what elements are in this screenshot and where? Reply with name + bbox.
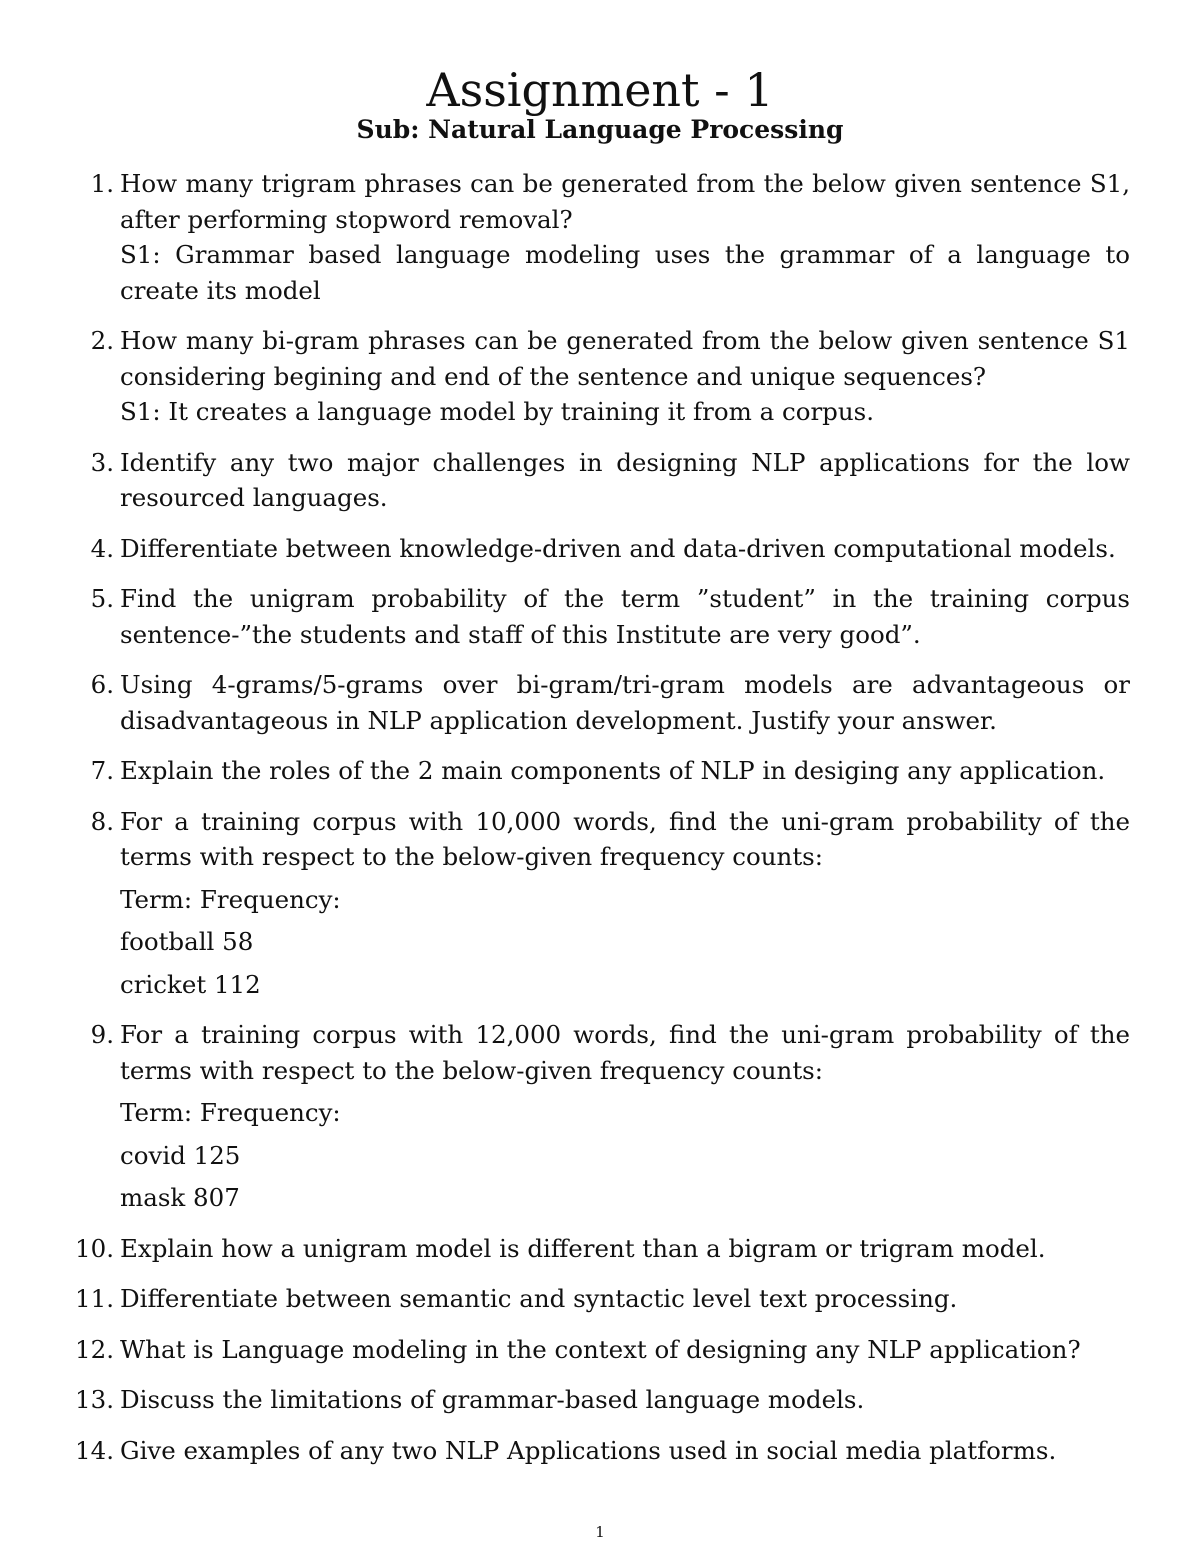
question-sentence: S1: Grammar based language modeling uses the grammar of a language to create its model [120,240,1130,305]
question-text: How many bi-gram phrases can be generated from the below given sentence S1 considering begining and end of the sentence and unique sequences? [120,326,1130,391]
page-title: Assignment - 1 [426,63,774,117]
question-number: 2. [90,326,114,355]
question-text: Find the unigram probability of the term ”student” in the training corpus sentence-”the students and staff of this Institute are very good”. [120,584,1130,649]
question-item [0,445,1200,516]
question-item [0,581,1200,652]
question-number: 3. [90,447,114,477]
question-text: Differentiate between semantic and syntactic level text processing. [120,1284,958,1313]
question-text: What is Language modeling in the context of designing any NLP application? [120,1334,1081,1364]
question-item [0,1281,1200,1317]
question-text: Discuss the limitations of grammar-based language models. [120,1385,865,1414]
page-number: 1 [595,1523,605,1541]
question-text: For a training corpus with 10,000 words, find the uni-gram probability of the terms with respect to the below-given frequency counts: [120,806,1130,871]
page-subtitle: Sub: Natural Language Processing [356,115,844,144]
question-text: Explain how a unigram model is different than a bigram or trigram model. [120,1233,1046,1263]
question-text: Give examples of any two NLP Applications used in social media platforms. [120,1435,1057,1465]
question-text: For a training corpus with 12,000 words, find the uni-gram probability of the terms with respect to the below-given frequency counts: [120,1020,1130,1085]
frequency-table-header: Term: Frequency: [120,1098,341,1127]
question-item [0,531,1200,567]
question-number: 13. [75,1385,114,1414]
question-text: Explain the roles of the 2 main components of NLP in desiging any application. [120,756,1106,785]
question-item [0,323,1200,430]
question-number: 9. [90,1020,114,1049]
frequency-table-row: mask 807 [120,1183,240,1212]
question-number: 6. [90,670,114,699]
question-number: 14. [75,1435,114,1465]
frequency-table-row: cricket 112 [120,969,261,999]
question-text: Using 4-grams/5-grams over bi-gram/tri-gram models are advantageous or disadvantageous in NLP application development. Justify your answer. [120,670,1130,735]
question-text: How many trigram phrases can be generated from the below given sentence S1, after performing stopword removal? [120,169,1130,234]
question-number: 4. [90,533,114,563]
question-text: Differentiate between knowledge-driven and data-driven computational models. [120,533,1116,563]
question-item [0,753,1200,789]
question-item [0,1332,1200,1368]
question-number: 10. [75,1233,114,1263]
question-text: Identify any two major challenges in designing NLP applications for the low resourced languages. [120,447,1130,512]
question-item [0,804,1200,1003]
question-item [0,1017,1200,1216]
frequency-table-row: covid 125 [120,1140,241,1170]
question-number: 5. [90,584,114,613]
question-number: 1. [90,169,114,198]
frequency-table-row: football 58 [120,927,254,956]
question-number: 12. [75,1334,114,1364]
question-item [0,1382,1200,1418]
question-list [0,166,1200,1483]
question-item [0,667,1200,738]
question-sentence: S1: It creates a language model by training it from a corpus. [120,397,875,426]
frequency-table-header: Term: Frequency: [120,884,341,914]
question-item [0,1231,1200,1267]
question-item [0,1433,1200,1469]
question-item [0,166,1200,308]
question-number: 11. [75,1284,114,1313]
question-number: 7. [90,756,114,785]
question-number: 8. [90,806,114,836]
